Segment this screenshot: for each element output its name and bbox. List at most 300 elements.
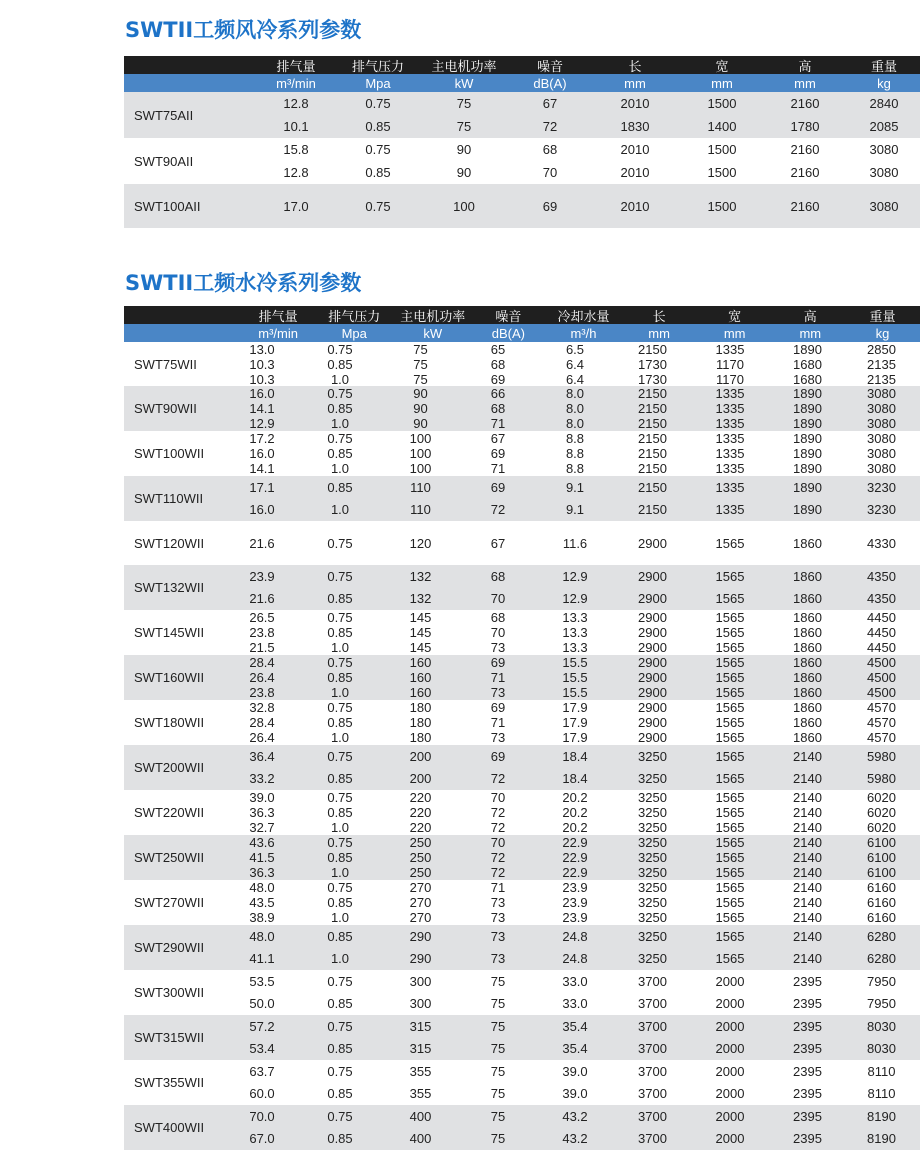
table-cell: 69 xyxy=(490,372,506,387)
table-cell: 72 xyxy=(490,771,506,787)
table-cell: 4450 xyxy=(867,640,896,655)
model-group xyxy=(124,970,920,1015)
table-cell: 1890 xyxy=(793,502,822,518)
table-cell: 1.0 xyxy=(330,416,350,431)
model-group xyxy=(124,138,920,184)
table-cell: 6020 xyxy=(867,820,896,835)
table-cell: 3250 xyxy=(638,928,667,944)
table-cell: 4570 xyxy=(867,715,896,730)
unit-label: Mpa xyxy=(341,325,367,341)
table-cell: 1830 xyxy=(620,119,650,134)
table-cell: 35.4 xyxy=(562,1018,588,1034)
table-cell: 0.85 xyxy=(327,446,353,461)
table-cell: 2010 xyxy=(620,142,650,157)
model-group xyxy=(124,1060,920,1105)
water-cooled-table xyxy=(124,306,920,1150)
table-cell: 2900 xyxy=(638,700,667,715)
table-cell: 1565 xyxy=(715,748,745,764)
table-cell: 71 xyxy=(490,880,506,895)
table-cell: 1860 xyxy=(793,700,822,715)
table-cell: 72 xyxy=(490,502,506,518)
table-cell: 2395 xyxy=(793,1108,822,1124)
table-cell: 90 xyxy=(456,165,472,180)
table-cell: 23.8 xyxy=(249,625,275,640)
column-header: 长 xyxy=(628,58,642,74)
table-row xyxy=(222,895,920,910)
table-cell: 110 xyxy=(410,502,431,518)
table-cell: 1860 xyxy=(793,640,822,655)
table-cell: 3080 xyxy=(867,431,896,446)
table-cell: 160 xyxy=(409,655,432,670)
table-cell: 2000 xyxy=(715,1086,745,1102)
table-cell: 2900 xyxy=(638,715,667,730)
table-cell: 8.0 xyxy=(565,401,585,416)
table-cell: 1890 xyxy=(793,342,822,357)
table-cell: 2395 xyxy=(793,1131,822,1147)
table-cell: 1890 xyxy=(793,461,822,476)
table-cell: 2140 xyxy=(793,835,822,850)
model-name: SWT90AII xyxy=(134,153,194,169)
table-cell: 17.1 xyxy=(249,479,275,495)
table-cell: 21.5 xyxy=(249,640,275,655)
table-row xyxy=(222,820,920,835)
table-cell: 68 xyxy=(490,401,506,416)
table-cell: 0.75 xyxy=(327,568,353,584)
table-cell: 3700 xyxy=(638,1041,667,1057)
column-header xyxy=(124,56,252,74)
table-cell: 12.9 xyxy=(562,568,588,584)
table-cell: 1.0 xyxy=(330,372,350,387)
table-cell: 26.4 xyxy=(249,730,275,745)
table-cell: 8.8 xyxy=(565,446,585,461)
model-group xyxy=(124,655,920,700)
table-cell: 43.2 xyxy=(562,1108,588,1124)
table-cell: 13.3 xyxy=(562,610,588,625)
table-cell: 2140 xyxy=(793,771,822,787)
column-header: 排气量 xyxy=(258,308,298,324)
table-row xyxy=(222,342,920,357)
table-cell: 70 xyxy=(490,625,506,640)
table-cell: 1890 xyxy=(793,401,822,416)
table-cell: 1565 xyxy=(715,895,745,910)
table-cell: 75 xyxy=(456,119,472,134)
table-cell: 5980 xyxy=(867,748,896,764)
table-cell: 220 xyxy=(409,805,432,820)
table-cell: 2135 xyxy=(867,357,896,372)
table-cell: 1890 xyxy=(793,416,822,431)
table-cell: 145 xyxy=(409,625,432,640)
table-cell: 1.0 xyxy=(330,461,350,476)
table-cell: 0.75 xyxy=(327,835,353,850)
table-cell: 2900 xyxy=(638,591,667,607)
table-cell: 75 xyxy=(490,1063,506,1079)
table-cell: 8.8 xyxy=(565,431,585,446)
table-cell: 220 xyxy=(409,790,432,805)
table-cell: 3080 xyxy=(869,165,899,180)
table-cell: 1565 xyxy=(715,715,745,730)
table-cell: 0.85 xyxy=(365,165,391,180)
model-name: SWT250WII xyxy=(134,850,205,865)
model-name: SWT75WII xyxy=(134,356,197,372)
table-cell: 2140 xyxy=(793,790,822,805)
model-group xyxy=(124,476,920,521)
table-cell: 8190 xyxy=(867,1108,896,1124)
table-cell: 15.5 xyxy=(562,685,588,700)
table-cell: 3250 xyxy=(638,805,667,820)
table-cell: 3700 xyxy=(638,1108,667,1124)
table-cell: 1860 xyxy=(793,535,822,551)
table-cell: 3250 xyxy=(638,771,667,787)
table-cell: 2000 xyxy=(715,996,745,1012)
table-cell: 3230 xyxy=(867,479,896,495)
table-cell: 0.75 xyxy=(327,386,353,401)
table-cell: 1890 xyxy=(793,479,822,495)
table-cell: 13.0 xyxy=(249,342,275,357)
table-cell: 0.75 xyxy=(365,96,391,111)
table-cell: 1170 xyxy=(716,357,744,372)
table-cell: 2160 xyxy=(790,198,820,214)
table-cell: 2850 xyxy=(867,342,896,357)
table-row xyxy=(252,119,920,134)
table-cell: 2395 xyxy=(793,996,822,1012)
table-row xyxy=(252,199,920,214)
table-cell: 41.5 xyxy=(249,850,275,865)
table-cell: 2140 xyxy=(793,748,822,764)
table-cell: 1500 xyxy=(707,198,737,214)
table-cell: 17.2 xyxy=(249,431,275,446)
table-cell: 53.4 xyxy=(249,1041,275,1057)
column-header: 宽 xyxy=(715,58,729,74)
table-cell: 2900 xyxy=(638,730,667,745)
table-cell: 39.0 xyxy=(562,1063,588,1079)
table-cell: 200 xyxy=(409,771,432,787)
table-cell: 3700 xyxy=(638,996,667,1012)
table-cell: 3250 xyxy=(638,910,667,925)
table-cell: 18.4 xyxy=(562,748,588,764)
table-cell: 1565 xyxy=(715,805,745,820)
unit-label: mm xyxy=(794,75,816,91)
table-cell: 1780 xyxy=(790,119,820,134)
table-cell: 12.9 xyxy=(249,416,275,431)
table-cell: 75 xyxy=(413,372,428,387)
model-group xyxy=(124,386,920,431)
table-cell: 36.3 xyxy=(249,865,275,880)
table-cell: 2140 xyxy=(793,805,822,820)
table-cell: 2900 xyxy=(638,568,667,584)
model-group xyxy=(124,1015,920,1060)
unit-label: Mpa xyxy=(365,75,391,91)
column-header: 高 xyxy=(798,58,812,74)
table-cell: 2150 xyxy=(638,342,667,357)
table-cell: 32.7 xyxy=(249,820,275,835)
table-cell: 1565 xyxy=(715,820,745,835)
table-cell: 3700 xyxy=(638,1131,667,1147)
table-cell: 3250 xyxy=(638,835,667,850)
table-cell: 6020 xyxy=(867,805,896,820)
unit-label: kg xyxy=(877,75,891,91)
table-cell: 6280 xyxy=(867,951,896,967)
table-cell: 12.9 xyxy=(562,591,588,607)
unit-label: dB(A) xyxy=(533,75,567,91)
table-cell: 2000 xyxy=(715,1018,745,1034)
model-name: SWT132WII xyxy=(134,580,205,595)
table-row xyxy=(222,386,920,401)
table-row xyxy=(252,165,920,180)
table-cell: 0.85 xyxy=(327,357,353,372)
table-cell: 100 xyxy=(453,198,475,214)
table-cell: 145 xyxy=(409,610,432,625)
table-cell: 2900 xyxy=(638,640,667,655)
table-cell: 3700 xyxy=(638,1018,667,1034)
units-row xyxy=(124,74,920,92)
table-cell: 1860 xyxy=(793,625,822,640)
table-cell: 1.0 xyxy=(330,820,350,835)
table-cell: 90 xyxy=(413,416,428,431)
table-cell: 1565 xyxy=(715,640,745,655)
table-cell: 1565 xyxy=(715,655,745,670)
table-cell: 6.5 xyxy=(565,342,585,357)
model-group xyxy=(124,1105,920,1150)
model-name: SWT355WII xyxy=(134,1075,205,1090)
table-cell: 17.9 xyxy=(562,715,588,730)
table-cell: 1565 xyxy=(715,880,745,895)
table-cell: 1730 xyxy=(638,357,667,372)
column-header: 长 xyxy=(652,308,666,324)
table-cell: 315 xyxy=(409,1041,432,1057)
table-cell: 73 xyxy=(490,640,506,655)
table-cell: 10.3 xyxy=(249,372,275,387)
table-cell: 2150 xyxy=(638,446,667,461)
table-cell: 17.9 xyxy=(562,700,588,715)
table-cell: 2840 xyxy=(869,96,899,111)
table-cell: 1565 xyxy=(715,685,745,700)
table-cell: 200 xyxy=(409,748,432,764)
column-header: 冷却水量 xyxy=(557,308,610,324)
table-cell: 18.4 xyxy=(562,771,588,787)
table-cell: 1500 xyxy=(707,96,737,111)
table-cell: 0.75 xyxy=(327,880,353,895)
table-row xyxy=(222,640,920,655)
table-cell: 8110 xyxy=(867,1086,896,1102)
unit-label: mm xyxy=(711,75,733,91)
table-row xyxy=(222,1131,920,1146)
table-row xyxy=(222,536,920,551)
table-cell: 24.8 xyxy=(562,951,588,967)
table-row xyxy=(222,655,920,670)
table-cell: 1335 xyxy=(715,386,745,401)
table-cell: 1565 xyxy=(715,835,745,850)
table-cell: 6100 xyxy=(867,835,896,850)
table-cell: 2900 xyxy=(638,655,667,670)
table-cell: 71 xyxy=(490,461,506,476)
model-group xyxy=(124,745,920,790)
table-cell: 67 xyxy=(490,431,506,446)
table-cell: 1335 xyxy=(715,502,745,518)
table-cell: 4570 xyxy=(867,730,896,745)
table-cell: 15.5 xyxy=(562,670,588,685)
table-row xyxy=(252,96,920,111)
table-cell: 1680 xyxy=(793,357,822,372)
table-cell: 2160 xyxy=(790,165,820,180)
table-row xyxy=(222,625,920,640)
table-cell: 1.0 xyxy=(330,951,350,967)
table-cell: 0.75 xyxy=(327,655,353,670)
table-row xyxy=(222,610,920,625)
table-cell: 1565 xyxy=(715,951,745,967)
table-cell: 26.4 xyxy=(249,670,275,685)
unit-label: mm xyxy=(624,75,646,91)
table-cell: 72 xyxy=(490,865,506,880)
table-cell: 0.85 xyxy=(327,1041,353,1057)
table-cell: 0.75 xyxy=(327,535,353,551)
table-cell: 68 xyxy=(542,142,558,157)
table-cell: 6160 xyxy=(867,880,896,895)
table-cell: 69 xyxy=(490,655,506,670)
table-cell: 0.85 xyxy=(327,1086,353,1102)
table-cell: 43.5 xyxy=(249,895,275,910)
units-row xyxy=(124,324,920,342)
table-cell: 0.85 xyxy=(327,805,353,820)
table-cell: 20.2 xyxy=(562,790,588,805)
unit-label xyxy=(124,324,239,342)
table-cell: 100 xyxy=(409,446,432,461)
unit-label: kg xyxy=(875,325,890,341)
table-row xyxy=(222,1019,920,1034)
table-cell: 2160 xyxy=(790,96,820,111)
table-cell: 355 xyxy=(409,1063,432,1079)
table-cell: 120 xyxy=(409,535,432,551)
table-cell: 23.9 xyxy=(562,880,588,895)
table-cell: 1335 xyxy=(715,446,745,461)
table-cell: 2140 xyxy=(793,865,822,880)
table-cell: 1730 xyxy=(638,372,667,387)
table-cell: 75 xyxy=(413,357,428,372)
table-cell: 2140 xyxy=(793,880,822,895)
table-cell: 4450 xyxy=(867,610,896,625)
table-cell: 2010 xyxy=(620,96,650,111)
table-cell: 15.5 xyxy=(562,655,588,670)
table-cell: 63.7 xyxy=(249,1063,275,1079)
table-cell: 1860 xyxy=(793,610,822,625)
table-cell: 2135 xyxy=(867,372,896,387)
table-cell: 23.9 xyxy=(562,910,588,925)
table-cell: 8030 xyxy=(867,1018,896,1034)
table-cell: 57.2 xyxy=(249,1018,275,1034)
table-cell: 1565 xyxy=(715,928,745,944)
table-cell: 20.2 xyxy=(562,805,588,820)
table-cell: 0.75 xyxy=(327,1063,353,1079)
table-cell: 32.8 xyxy=(249,700,275,715)
table-cell: 90 xyxy=(456,142,472,157)
table-cell: 8.0 xyxy=(565,386,585,401)
table-cell: 72 xyxy=(490,805,506,820)
table-cell: 2900 xyxy=(638,670,667,685)
table-cell: 2150 xyxy=(638,401,667,416)
model-group xyxy=(124,184,920,228)
table-cell: 1565 xyxy=(715,535,745,551)
table-cell: 53.5 xyxy=(249,973,275,989)
table-cell: 2000 xyxy=(715,973,745,989)
table-cell: 70 xyxy=(490,835,506,850)
table-cell: 1565 xyxy=(715,591,745,607)
model-name: SWT270WII xyxy=(134,895,205,910)
table-cell: 1335 xyxy=(715,342,745,357)
table-row xyxy=(222,685,920,700)
model-name: SWT110WII xyxy=(134,491,204,506)
table-cell: 1500 xyxy=(707,142,737,157)
table-cell: 0.75 xyxy=(327,342,353,357)
table-cell: 300 xyxy=(409,973,432,989)
table-cell: 0.85 xyxy=(327,771,353,787)
table-cell: 1860 xyxy=(793,568,822,584)
model-name: SWT220WII xyxy=(134,805,205,820)
table-row xyxy=(222,372,920,387)
model-name: SWT400WII xyxy=(134,1120,205,1135)
table-cell: 2140 xyxy=(793,895,822,910)
table-cell: 2000 xyxy=(715,1131,745,1147)
table-cell: 1565 xyxy=(715,625,745,640)
table-cell: 1335 xyxy=(715,431,745,446)
table-cell: 2150 xyxy=(638,479,667,495)
table-row xyxy=(222,1109,920,1124)
table-cell: 17.9 xyxy=(562,730,588,745)
unit-label: m³/h xyxy=(570,325,597,341)
table-cell: 75 xyxy=(413,342,428,357)
table-row xyxy=(222,929,920,944)
table-cell: 180 xyxy=(409,730,432,745)
table-cell: 3700 xyxy=(638,1086,667,1102)
table-cell: 145 xyxy=(409,640,432,655)
table-cell: 0.85 xyxy=(327,996,353,1012)
table-cell: 0.85 xyxy=(327,1131,353,1147)
table-cell: 38.9 xyxy=(249,910,275,925)
model-name: SWT180WII xyxy=(134,715,205,730)
model-name: SWT315WII xyxy=(134,1030,205,1045)
table-row xyxy=(222,502,920,517)
unit-label: mm xyxy=(799,325,822,341)
table-row xyxy=(222,771,920,786)
table-cell: 35.4 xyxy=(562,1041,588,1057)
model-group xyxy=(124,92,920,138)
table-cell: 1565 xyxy=(715,700,745,715)
table-cell: 70.0 xyxy=(249,1108,275,1124)
table-cell: 3080 xyxy=(867,386,896,401)
table-cell: 13.3 xyxy=(562,640,588,655)
table-cell: 3080 xyxy=(867,416,896,431)
table-cell: 0.75 xyxy=(327,431,353,446)
table-row xyxy=(222,431,920,446)
column-header: 重量 xyxy=(869,308,896,324)
table-cell: 0.85 xyxy=(327,715,353,730)
model-name: SWT75AII xyxy=(134,107,194,123)
table-cell: 8030 xyxy=(867,1041,896,1057)
table-cell: 3250 xyxy=(638,850,667,865)
unit-label xyxy=(124,74,252,92)
table-cell: 73 xyxy=(490,730,506,745)
table-cell: 8.0 xyxy=(565,416,585,431)
table-cell: 60.0 xyxy=(249,1086,275,1102)
table-cell: 1335 xyxy=(715,401,745,416)
table-cell: 33.0 xyxy=(562,973,588,989)
model-group xyxy=(124,565,920,610)
table-cell: 1170 xyxy=(716,372,744,387)
table-cell: 48.0 xyxy=(249,880,275,895)
table-cell: 10.3 xyxy=(249,357,275,372)
table-cell: 36.4 xyxy=(249,748,275,764)
table-cell: 110 xyxy=(410,479,431,495)
table-cell: 160 xyxy=(409,685,432,700)
table-cell: 8.8 xyxy=(565,461,585,476)
